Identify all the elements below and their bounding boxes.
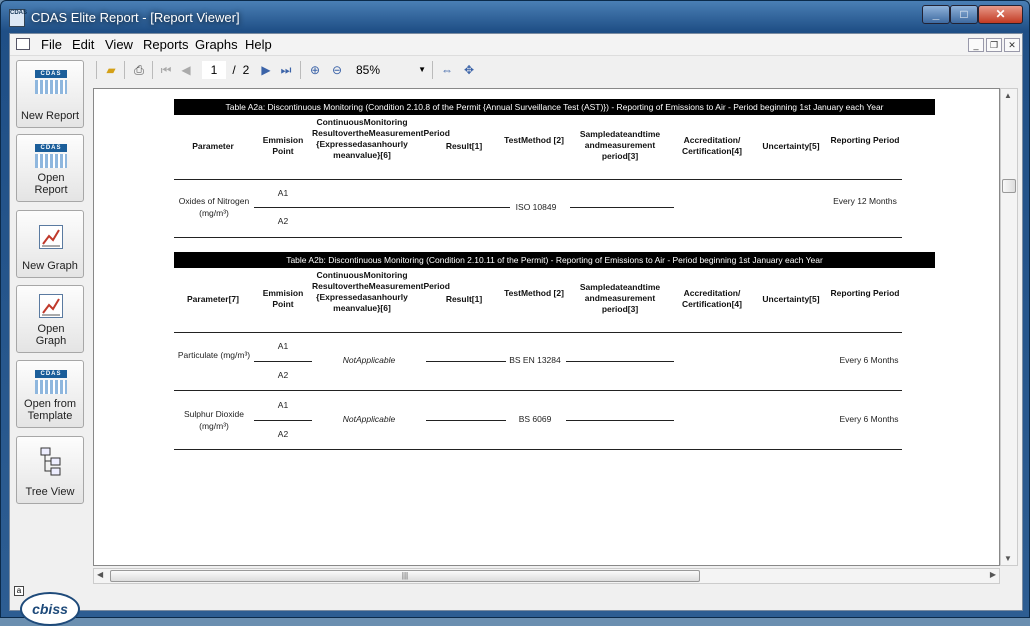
menu-help[interactable]: Help	[245, 37, 272, 52]
sidebar	[10, 56, 90, 617]
open-graph-label: Open Graph	[35, 323, 67, 347]
open-graph-button[interactable]	[16, 285, 84, 353]
zoom-in-icon[interactable]: ⊕	[309, 63, 321, 77]
row-reporting-period: Every 6 Months	[839, 414, 899, 424]
open-folder-icon[interactable]: ▰	[106, 63, 116, 77]
open-from-template-label: Open from Template	[24, 398, 76, 422]
window-title: CDAS Elite Report - [Report Viewer]	[31, 10, 240, 25]
col-emission-point: Emmision Point	[262, 135, 304, 156]
divider	[174, 332, 902, 333]
col-reporting-period: Reporting Period	[830, 288, 900, 298]
row-continuous: NotApplicable	[342, 414, 396, 424]
document-window-icon[interactable]	[16, 38, 30, 50]
col-uncertainty: Uncertainty[5]	[762, 294, 820, 304]
divider	[570, 207, 674, 208]
scroll-right-icon[interactable]: ▶	[989, 570, 996, 579]
horizontal-scrollbar[interactable]	[93, 568, 1000, 584]
row-point-a2: A2	[277, 370, 289, 380]
divider	[174, 237, 902, 238]
menu-bar	[10, 34, 1022, 56]
tree-view-button[interactable]	[16, 436, 84, 504]
last-page-icon[interactable]: ⏭	[280, 63, 292, 77]
scroll-up-icon[interactable]: ▲	[1004, 91, 1012, 100]
minimize-button[interactable]: _	[922, 5, 950, 24]
table-b-title: Table A2b: Discontinuous Monitoring (Condition 2.10.11 of the Permit) - Reporting of Emissions to Air - Period beginning 1st January each Year	[174, 252, 935, 268]
page-separator: /	[232, 63, 236, 77]
row-continuous: NotApplicable	[342, 355, 396, 365]
col-continuous: ContinuousMonitoring ResultovertheMeasurementPeriod {Expressedasanhourly meanvalue}[6]	[312, 117, 450, 160]
tree-view-label: Tree View	[25, 486, 75, 498]
menu-reports[interactable]: Reports	[143, 37, 189, 52]
row-point-a1: A1	[277, 341, 289, 351]
col-continuous: ContinuousMonitoring ResultovertheMeasurementPeriod {Expressedasanhourly meanvalue}[6]	[312, 270, 450, 313]
zoom-select[interactable]	[356, 61, 428, 79]
open-report-label: Open Report	[34, 172, 68, 196]
vertical-scroll-thumb[interactable]	[1002, 179, 1016, 193]
chevron-down-icon: ▼	[418, 65, 426, 74]
row-reporting-period: Every 12 Months	[833, 196, 897, 206]
small-app-icon: a	[14, 586, 24, 596]
title-bar[interactable]	[1, 1, 1029, 33]
row-reporting-period: Every 6 Months	[839, 355, 899, 365]
row-parameter: Oxides of Nitrogen (mg/m³)	[178, 196, 250, 218]
menu-view[interactable]: View	[105, 37, 133, 52]
zoom-value: 85%	[356, 63, 381, 77]
previous-page-icon[interactable]: ◀	[181, 63, 191, 77]
row-test-method: BS EN 13284	[509, 355, 561, 365]
scroll-down-icon[interactable]: ▼	[1004, 554, 1012, 563]
row-parameter: Sulphur Dioxide (mg/m³)	[183, 409, 244, 431]
open-from-template-button[interactable]	[16, 360, 84, 428]
row-point-a1: A1	[277, 188, 289, 198]
cdas-report-icon: CDAS	[35, 370, 67, 396]
scroll-left-icon[interactable]: ◀	[97, 570, 104, 579]
col-parameter: Parameter[7]	[187, 294, 239, 304]
close-button[interactable]: ✕	[978, 5, 1023, 24]
current-page-input[interactable]: 1	[202, 61, 226, 79]
divider	[254, 420, 312, 421]
menu-graphs[interactable]: Graphs	[195, 37, 238, 52]
divider	[174, 179, 902, 180]
maximize-button[interactable]: □	[950, 5, 978, 24]
cbiss-logo: cbiss	[20, 592, 80, 626]
cdas-app-icon[interactable]: CDAS	[9, 9, 25, 27]
row-point-a1: A1	[277, 400, 289, 410]
print-icon[interactable]: ⎙	[134, 63, 144, 77]
divider	[426, 361, 506, 362]
table-a-title: Table A2a: Discontinuous Monitoring (Condition 2.10.8 of the Permit {Annual Surveillance Test (AST)}) - Reporting of Emissions to Air - Period beginning 1st January each Year	[174, 99, 935, 115]
col-test-method: TestMethod [2]	[504, 288, 564, 298]
row-point-a2: A2	[277, 429, 289, 439]
new-graph-label: New Graph	[22, 260, 78, 272]
divider	[566, 361, 674, 362]
first-page-icon[interactable]: ⏮	[160, 63, 172, 77]
row-test-method: ISO 10849	[515, 202, 557, 212]
new-report-label: New Report	[20, 110, 80, 122]
total-pages: 2	[242, 63, 250, 77]
toolbar	[92, 56, 1022, 84]
divider	[254, 361, 312, 362]
row-test-method: BS 6069	[518, 414, 552, 424]
col-accreditation: Accreditation/ Certification[4]	[682, 288, 742, 309]
row-parameter: Particulate (mg/m³)	[177, 350, 251, 360]
row-point-a2: A2	[277, 216, 289, 226]
new-report-button[interactable]	[16, 60, 84, 128]
col-result: Result[1]	[445, 141, 483, 151]
col-sample-date: Sampledateandtime andmeasurement period[3]	[579, 129, 661, 161]
divider	[174, 390, 902, 391]
col-accreditation: Accreditation/ Certification[4]	[682, 135, 742, 156]
divider	[566, 420, 674, 421]
col-result: Result[1]	[445, 294, 483, 304]
divider	[426, 420, 506, 421]
tree-icon	[39, 447, 63, 477]
mdi-close-button[interactable]: ✕	[1004, 38, 1020, 52]
fit-width-icon[interactable]: ⇔	[441, 63, 453, 77]
status-bar	[92, 586, 1022, 610]
col-reporting-period: Reporting Period	[830, 135, 900, 145]
cdas-report-icon: CDAS	[35, 144, 67, 170]
mdi-minimize-button[interactable]: _	[968, 38, 984, 52]
open-report-button[interactable]	[16, 134, 84, 202]
col-uncertainty: Uncertainty[5]	[762, 141, 820, 151]
graph-icon	[39, 225, 63, 249]
col-parameter: Parameter	[192, 141, 234, 151]
col-emission-point: Emmision Point	[262, 288, 304, 309]
horizontal-scroll-thumb[interactable]: |||	[110, 570, 700, 582]
client-area	[9, 33, 1023, 617]
cdas-report-icon: CDAS	[35, 70, 67, 96]
new-graph-button[interactable]	[16, 210, 84, 278]
col-sample-date: Sampledateandtime andmeasurement period[3]	[579, 282, 661, 314]
report-viewer[interactable]	[93, 88, 1000, 566]
menu-edit[interactable]: Edit	[72, 37, 95, 52]
col-test-method: TestMethod [2]	[504, 135, 564, 145]
divider	[174, 449, 902, 450]
next-page-icon[interactable]: ▶	[261, 63, 271, 77]
menu-file[interactable]: File	[41, 37, 62, 52]
divider	[254, 207, 510, 208]
mdi-restore-button[interactable]: ❐	[986, 38, 1002, 52]
fit-page-icon[interactable]: ✥	[463, 63, 475, 77]
vertical-scrollbar[interactable]	[1000, 88, 1018, 566]
zoom-out-icon[interactable]: ⊖	[331, 63, 343, 77]
graph-icon	[39, 294, 63, 318]
